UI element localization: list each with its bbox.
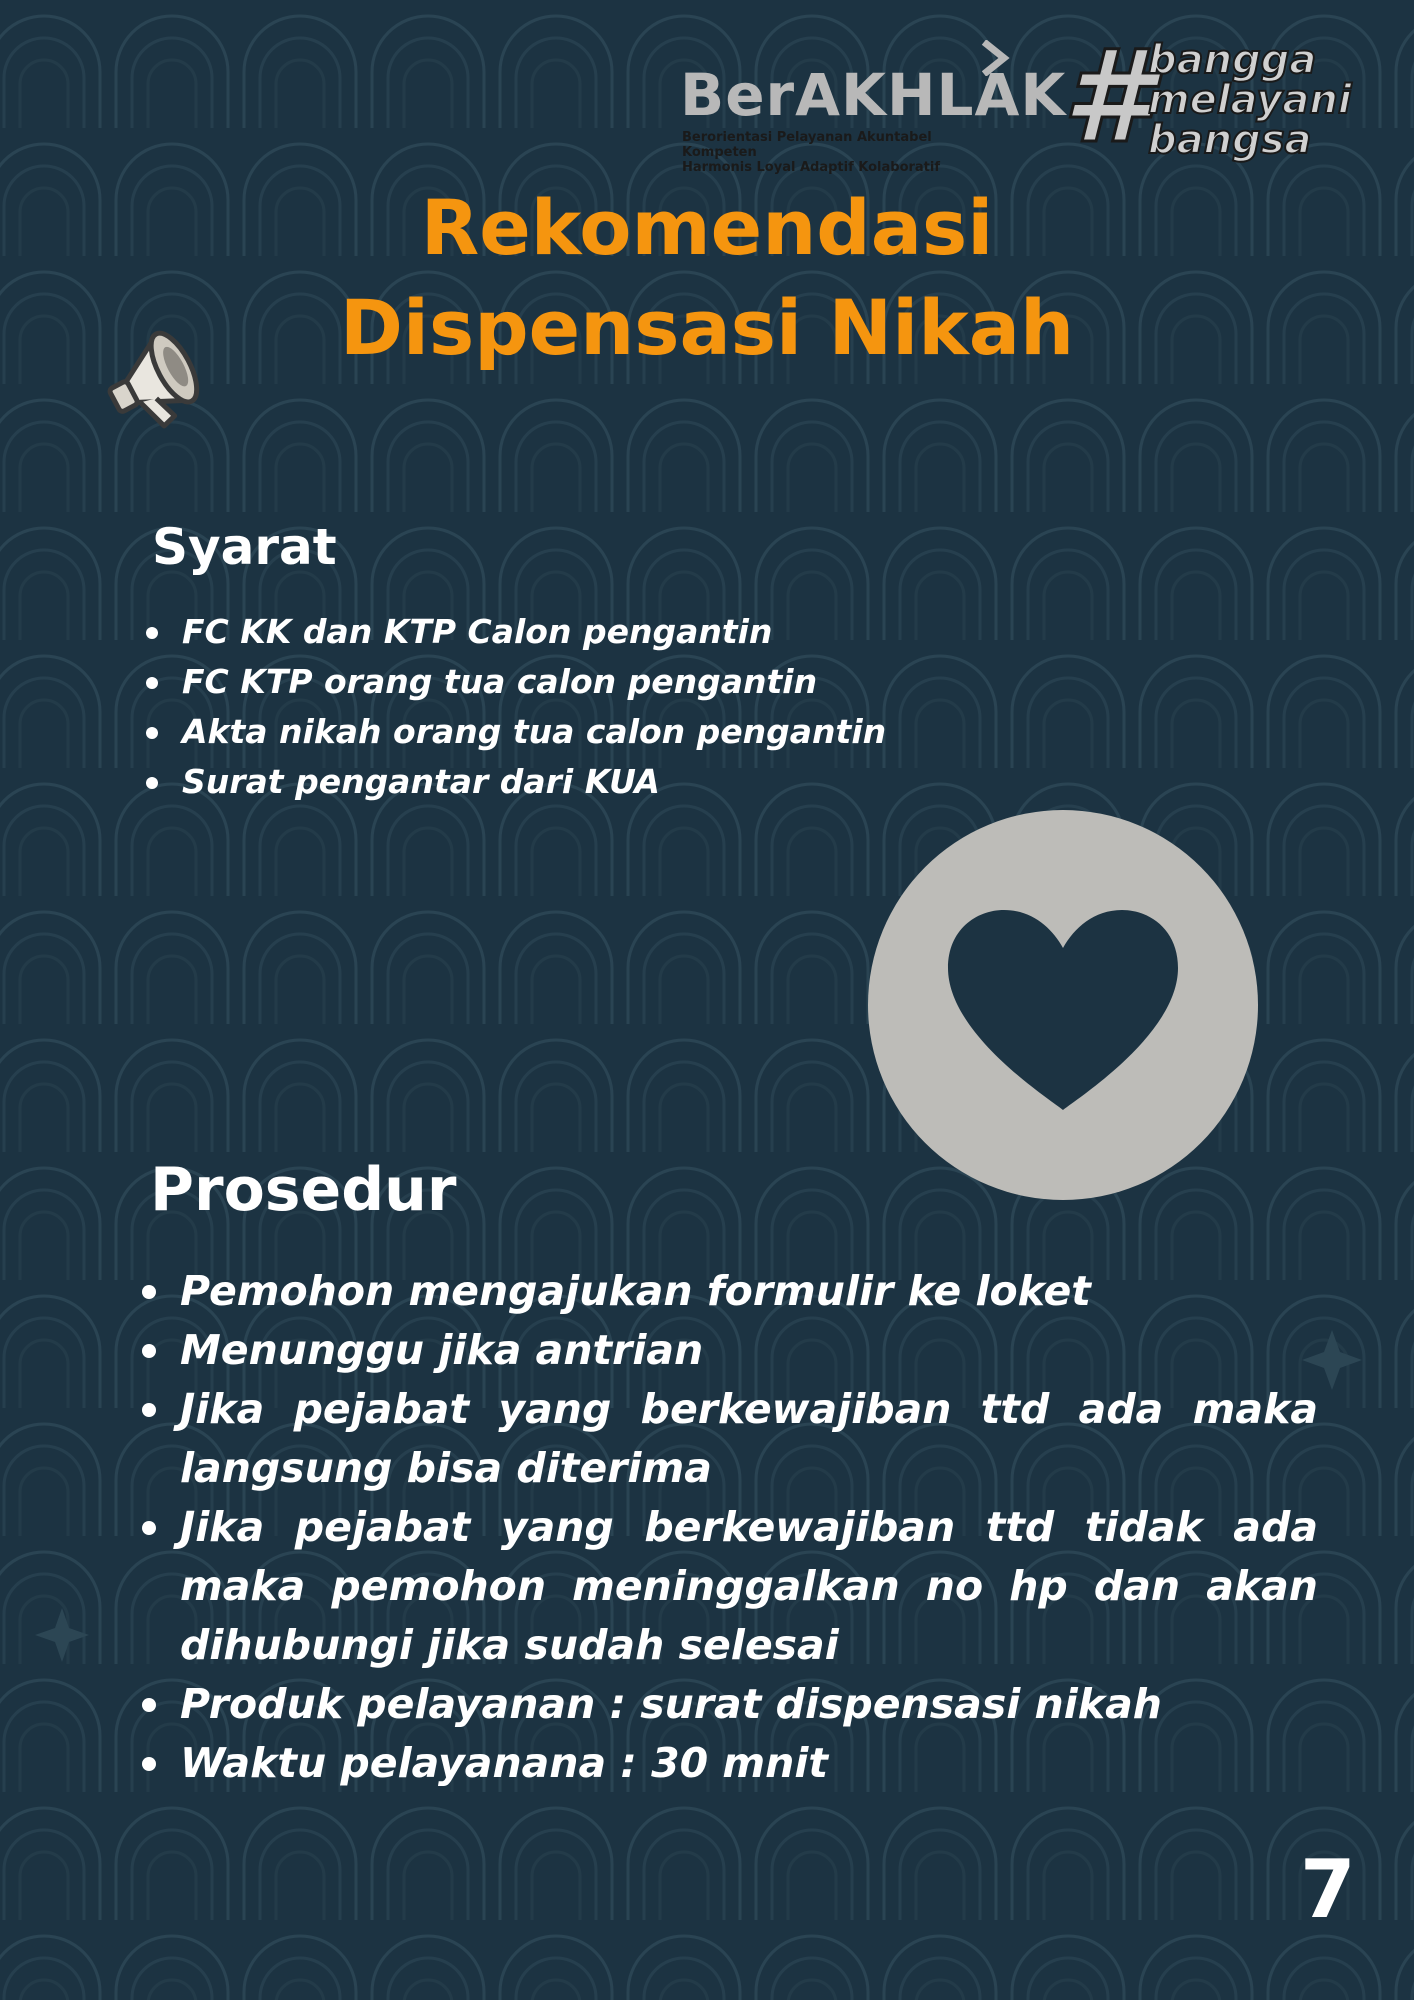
list-item: Akta nikah orang tua calon pengantin <box>142 707 942 757</box>
list-item: Produk pelayanan : surat dispensasi nikah <box>138 1675 1318 1734</box>
page-number: 7 <box>1300 1843 1356 1936</box>
berakhlak-tagline: Berorientasi Pelayanan Akuntabel Kompeten Harmonis Loyal Adaptif Kolaboratif <box>682 130 941 175</box>
berakhlak-logo <box>680 40 1067 175</box>
campaign-line-2: melayani <box>1148 77 1352 123</box>
list-item: FC KK dan KTP Calon pengantin <box>142 607 942 657</box>
megaphone-icon <box>100 305 225 440</box>
list-item: Jika pejabat yang berkewajiban ttd ada maka langsung bisa diterima <box>138 1380 1318 1498</box>
prosedur-list <box>138 1262 1318 1793</box>
list-item: Surat pengantar dari KUA <box>142 757 942 807</box>
hashtag-mark: # <box>1062 23 1152 172</box>
prosedur-heading: Prosedur <box>150 1155 457 1225</box>
list-item: Pemohon mengajukan formulir ke loket <box>138 1262 1318 1321</box>
campaign-line-3: bangsa <box>1148 117 1312 163</box>
list-item: Jika pejabat yang berkewajiban ttd tidak ada maka pemohon meninggalkan no hp dan akan dihubungi jika sudah selesai <box>138 1498 1318 1675</box>
list-item: Waktu pelayanana : 30 mnit <box>138 1734 1318 1793</box>
berakhlak-wordmark: BerAKHLAK <box>680 61 1067 129</box>
list-item: Menunggu jika antrian <box>138 1321 1318 1380</box>
bangga-melayani-bangsa-logo <box>1062 23 1362 172</box>
title-line-1: Rekomendasi <box>420 183 994 272</box>
syarat-list <box>142 607 942 807</box>
heart-icon <box>868 810 1258 1200</box>
list-item: FC KTP orang tua calon pengantin <box>142 657 942 707</box>
campaign-line-1: bangga <box>1148 37 1317 83</box>
title-line-2: Dispensasi Nikah <box>339 283 1075 372</box>
syarat-heading: Syarat <box>152 518 337 576</box>
